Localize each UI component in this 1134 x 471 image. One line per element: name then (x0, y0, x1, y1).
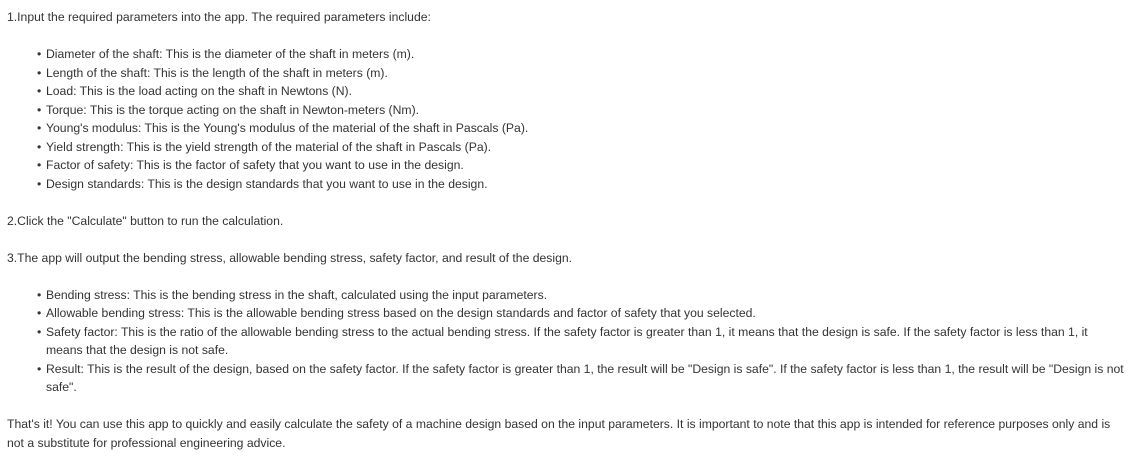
list-item: • Length of the shaft: This is the length of the shaft in meters (m). (37, 64, 1127, 83)
step1-intro: 1.Input the required parameters into the app. The required parameters include: (7, 10, 431, 24)
list-item: • Load: This is the load acting on the shaft in Newtons (N). (37, 82, 1127, 101)
list-item: • Diameter of the shaft: This is the diameter of the shaft in meters (m). (37, 45, 1127, 64)
list-item: • Young's modulus: This is the Young's modulus of the material of the shaft in Pascals (Pa). (37, 119, 1127, 138)
list-item: • Factor of safety: This is the factor of safety that you want to use in the design. (37, 156, 1127, 175)
list-item: • Design standards: This is the design standards that you want to use in the design. (37, 175, 1127, 194)
spacer (7, 27, 1127, 46)
list-item: • Allowable bending stress: This is the allowable bending stress based on the design standards and factor of safety that you selected. (37, 304, 1127, 323)
spacer (7, 397, 1127, 416)
list-item: • Result: This is the result of the design, based on the safety factor. If the safety factor is greater than 1, the result will be "Design is safe". If the safety factor is less than 1, the result will be "Design is not safe". (37, 360, 1127, 397)
list-item: • Safety factor: This is the ratio of the allowable bending stress to the actual bending stress. If the safety factor is greater than 1, it means that the design is safe. If the safety factor is less than 1, it means that the design is not safe. (37, 323, 1127, 360)
step2-text: 2.Click the "Calculate" button to run the calculation. (7, 213, 284, 228)
instructions-document (7, 8, 1127, 452)
spacer (7, 230, 1127, 249)
output-list (7, 286, 1127, 397)
list-item: • Torque: This is the torque acting on the shaft in Newton-meters (Nm). (37, 101, 1127, 120)
parameter-list (7, 45, 1127, 193)
list-item: • Bending stress: This is the bending stress in the shaft, calculated using the input parameters. (37, 286, 1127, 305)
spacer (7, 267, 1127, 286)
step3-intro: 3.The app will output the bending stress, allowable bending stress, safety factor, and result of the design. (7, 250, 573, 265)
spacer (7, 193, 1127, 212)
closing-paragraph: That's it! You can use this app to quickly and easily calculate the safety of a machine design based on the input parameters. It is important to note that this app is intended for reference purposes only and is not a substitute for professional engineering advice. (7, 417, 1111, 450)
list-item: • Yield strength: This is the yield strength of the material of the shaft in Pascals (Pa). (37, 138, 1127, 157)
